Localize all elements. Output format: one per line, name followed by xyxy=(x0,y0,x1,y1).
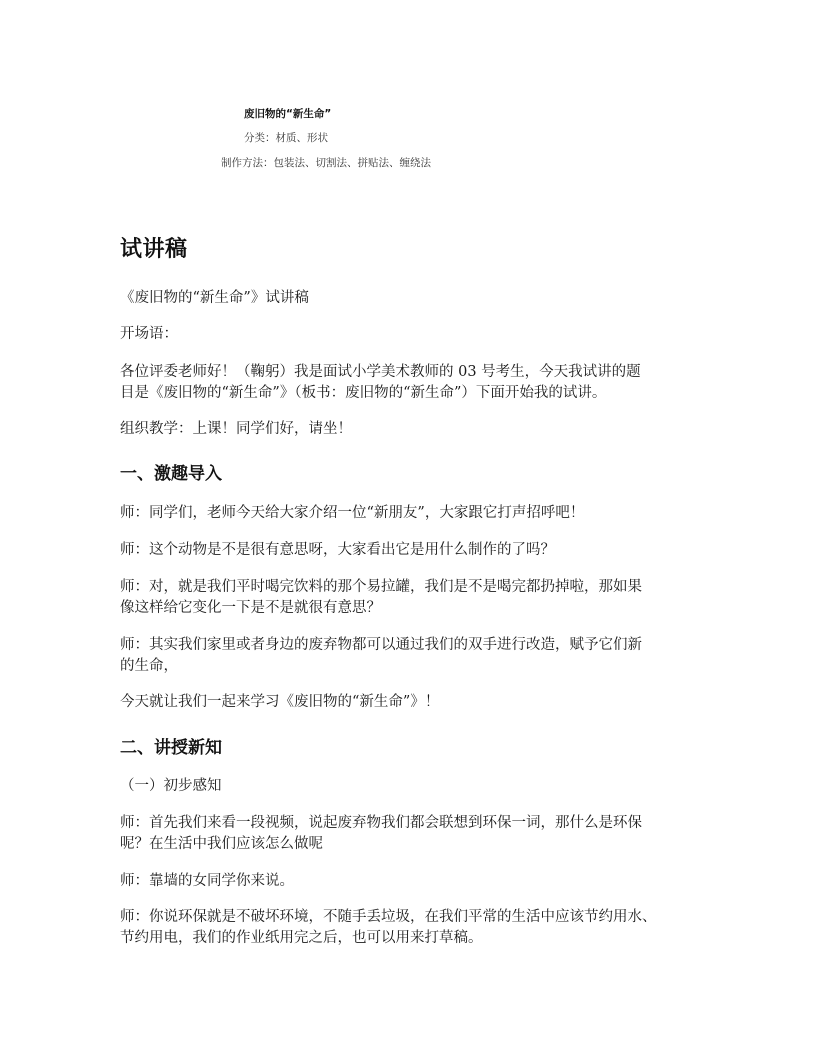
paragraph-subsection: （一）初步感知 xyxy=(120,778,222,794)
header-title: 废旧物的“新生命” xyxy=(244,108,332,120)
paragraph-teacher-2: 师：这个动物是不是很有意思呀，大家看出它是用什么制作的了吗？ xyxy=(120,542,555,558)
paragraph-teacher-4-line1: 师：其实我们家里或者身边的废弃物都可以通过我们的双手进行改造，赋予它们新 xyxy=(120,637,642,653)
header-methods: 制作方法：包装法、切割法、拼贴法、缠绕法 xyxy=(221,157,431,169)
paragraph-teacher-5-line1: 师：首先我们来看一段视频，说起废弃物我们都会联想到环保一词，那什么是环保 xyxy=(120,815,642,831)
paragraph-organize: 组织教学：上课！同学们好，请坐！ xyxy=(120,421,352,437)
paragraph-greeting-line2: 目是《废旧物的“新生命”》（板书：废旧物的“新生命”）下面开始我的试讲。 xyxy=(120,385,607,401)
header-category: 分类：材质、形状 xyxy=(244,132,328,144)
paragraph-teacher-1: 师：同学们，老师今天给大家介绍一位“新朋友”，大家跟它打声招呼吧！ xyxy=(120,505,585,521)
paragraph-teacher-7-line1: 师：你说环保就是不破坏环境，不随手丢垃圾，在我们平常的生活中应该节约用水、 xyxy=(120,909,657,925)
paragraph-teacher-6: 师：靠墙的女同学你来说。 xyxy=(120,873,294,889)
section-heading-intro: 一、激趣导入 xyxy=(120,464,222,484)
paragraph-teacher-5-line2: 呢？在生活中我们应该怎么做呢 xyxy=(120,836,323,852)
paragraph-greeting-line1: 各位评委老师好！（鞠躬）我是面试小学美术教师的 03 号考生，今天我试讲的题 xyxy=(120,364,641,380)
paragraph-teacher-3-line1: 师：对，就是我们平时喝完饮料的那个易拉罐，我们是不是喝完都扔掉啦，那如果 xyxy=(120,579,642,595)
document-title: 试讲稿 xyxy=(120,237,188,262)
section-heading-new-knowledge: 二、讲授新知 xyxy=(120,738,222,758)
paragraph-teacher-7-line2: 节约用电，我们的作业纸用完之后，也可以用来打草稿。 xyxy=(120,930,483,946)
paragraph-today: 今天就让我们一起来学习《废旧物的“新生命”》！ xyxy=(120,694,440,710)
paragraph-teacher-3-line2: 像这样给它变化一下是不是就很有意思？ xyxy=(120,600,381,616)
paragraph-lecture-title: 《废旧物的“新生命”》试讲稿 xyxy=(120,290,309,306)
paragraph-opening-label: 开场语： xyxy=(120,326,178,342)
paragraph-teacher-4-line2: 的生命， xyxy=(120,658,178,674)
